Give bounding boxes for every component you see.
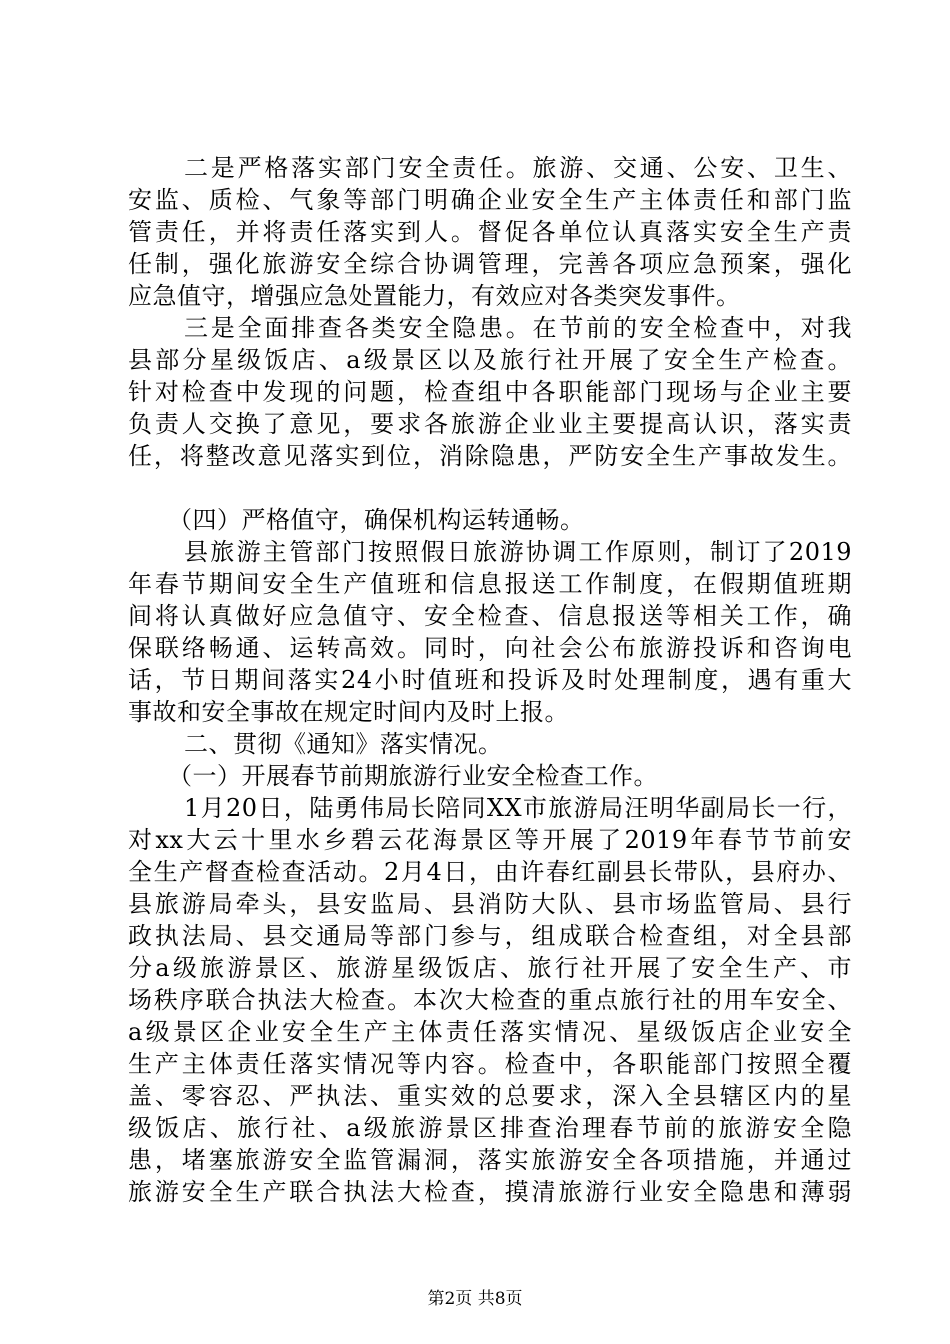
- text-line: 1月20日，陆勇伟局长陪同XX市旅游局汪明华副局长一行，: [184, 794, 852, 822]
- paragraph-duty-responsibility: [128, 152, 852, 312]
- text-line: 话，节日期间落实24小时值班和投诉及时处理制度，遇有重大: [128, 666, 852, 694]
- paragraph-gap: [128, 472, 852, 504]
- section-heading-strict-duty: （四）严格值守，确保机构运转通畅。: [168, 506, 585, 534]
- text-line: 事故和安全事故在规定时间内及时上报。: [128, 698, 569, 726]
- text-line: 生产主体责任落实情况等内容。检查中，各职能部门按照全覆: [128, 1050, 852, 1078]
- text-line: 县旅游局牵头，县安监局、县消防大队、县市场监管局、县行: [128, 890, 852, 918]
- text-line: 针对检查中发现的问题，检查组中各职能部门现场与企业主要: [128, 378, 852, 406]
- text-line: 任，将整改意见落实到位，消除隐患，严防安全生产事故发生。: [128, 442, 852, 470]
- text-line: 级饭店、旅行社、a级旅游景区排查治理春节前的旅游安全隐: [128, 1114, 852, 1142]
- text-line: 安监、质检、气象等部门明确企业安全生产主体责任和部门监: [128, 186, 852, 214]
- text-line: 对xx大云十里水乡碧云花海景区等开展了2019年春节节前安: [128, 826, 852, 854]
- text-line: 管责任，并将责任落实到人。督促各单位认真落实安全生产责: [128, 218, 852, 246]
- text-line: 应急值守，增强应急处置能力，有效应对各类突发事件。: [128, 282, 741, 310]
- text-line: 三是全面排查各类安全隐患。在节前的安全检查中，对我: [184, 314, 852, 342]
- text-line: 患，堵塞旅游安全监管漏洞，落实旅游安全各项措施，并通过: [128, 1146, 852, 1174]
- text-line: 县旅游主管部门按照假日旅游协调工作原则，制订了2019: [184, 538, 852, 566]
- paragraph-hazard-inspection: [128, 312, 852, 472]
- document-body: [128, 152, 852, 1208]
- section-heading-notice-implementation: 二、贯彻《通知》落实情况。: [184, 730, 503, 758]
- text-line: 二是严格落实部门安全责任。旅游、交通、公安、卫生、: [184, 154, 852, 182]
- text-line: 县部分星级饭店、a级景区以及旅行社开展了安全生产检查。: [128, 346, 852, 374]
- text-line: 年春节期间安全生产值班和信息报送工作制度，在假期值班期: [128, 570, 852, 598]
- text-line: a级景区企业安全生产主体责任落实情况、星级饭店企业安全: [128, 1018, 852, 1046]
- text-line: 政执法局、县交通局等部门参与，组成联合检查组，对全县部: [128, 922, 852, 950]
- section-heading-pre-festival-inspection: （一）开展春节前期旅游行业安全检查工作。: [168, 762, 658, 790]
- text-line: 保联络畅通、运转高效。同时，向社会公布旅游投诉和咨询电: [128, 634, 852, 662]
- text-line: 全生产督查检查活动。2月4日，由许春红副县长带队，县府办、: [128, 858, 852, 886]
- text-line: 场秩序联合执法大检查。本次大检查的重点旅行社的用车安全、: [128, 986, 852, 1014]
- text-line: 任制，强化旅游安全综合协调管理，完善各项应急预案，强化: [128, 250, 852, 278]
- text-line: 负责人交换了意见，要求各旅游企业业主要提高认识，落实责: [128, 410, 852, 438]
- paragraph-duty-system: [128, 536, 852, 728]
- paragraph-inspection-activities: [128, 792, 852, 1208]
- text-line: 分a级旅游景区、旅游星级饭店、旅行社开展了安全生产、市: [128, 954, 852, 982]
- text-line: 盖、零容忍、严执法、重实效的总要求，深入全县辖区内的星: [128, 1082, 852, 1110]
- text-line: 间将认真做好应急值守、安全检查、信息报送等相关工作，确: [128, 602, 852, 630]
- page-number-footer: 第2页 共8页: [427, 1289, 523, 1309]
- text-line: 旅游安全生产联合执法大检查，摸清旅游行业安全隐患和薄弱: [128, 1178, 852, 1206]
